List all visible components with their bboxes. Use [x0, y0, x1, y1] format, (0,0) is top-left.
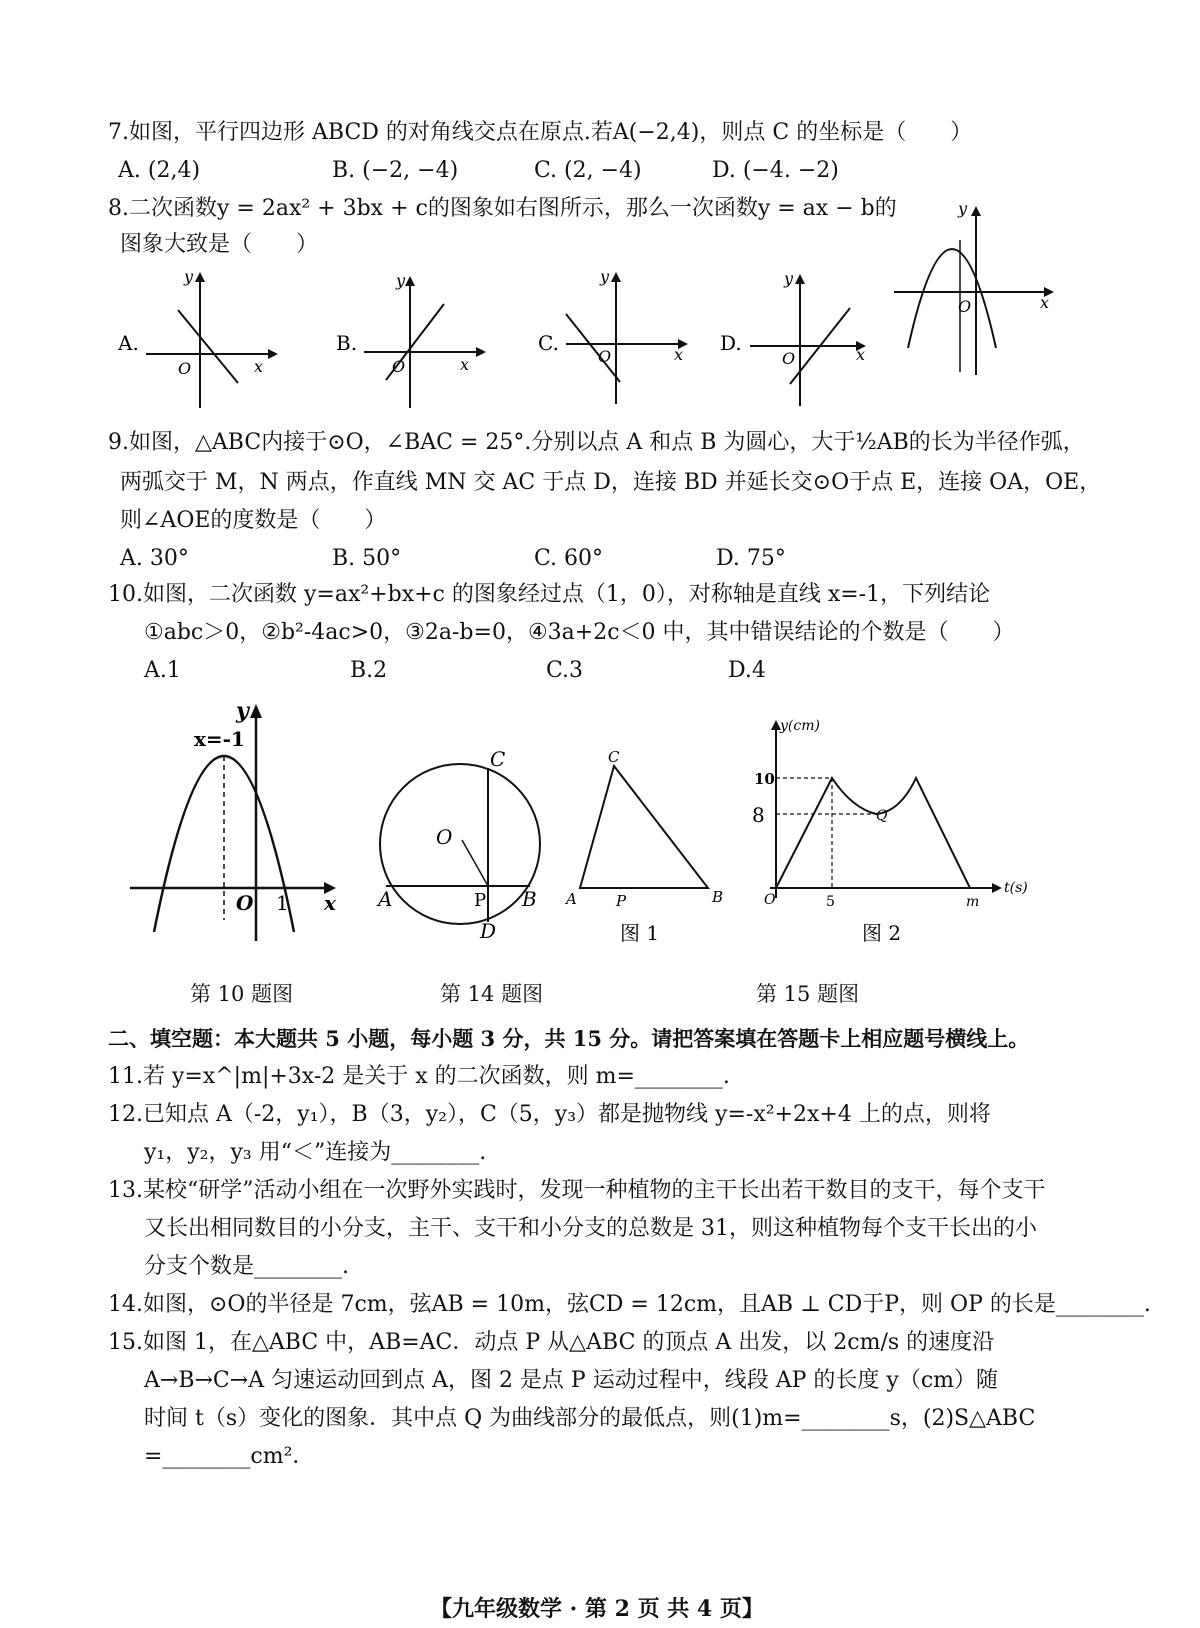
q15-line-2: A→B→C→A 匀速运动回到点 A，图 2 是点 P 运动过程中，线段 AP 的长度 y（cm）随 [144, 1368, 999, 1393]
q15-fig1-label-p: P [616, 892, 627, 910]
q15-fig2-tick-8: 8 [752, 803, 765, 827]
q14-label-p: P [474, 890, 487, 911]
q14-label-a: A [378, 887, 393, 911]
q15-fig2-label-q: Q [876, 808, 888, 824]
q10-x-label: x [324, 891, 336, 915]
q15-line-1: 15.如图 1，在△ABC 中，AB=AC．动点 P 从△ABC 的顶点 A 出发，以 2cm/s 的速度沿 [108, 1330, 995, 1355]
q7-option-c: C. (2, −4) [534, 158, 642, 183]
q8-option-a-label: A. [118, 331, 139, 355]
q13-line-2: 又长出相同数目的小分支，主干、支干和小分支的总数是 31，则这种植物每个支干长出的小 [144, 1216, 1037, 1241]
q10-option-a: A.1 [144, 658, 181, 683]
q8-c-x-label: x [674, 345, 684, 364]
q8-fig-y-label: y [958, 199, 968, 218]
q15-fig2-origin: O [764, 892, 776, 908]
q9-line-3: 则∠AOE的度数是（ ） [120, 508, 387, 533]
q10-y-label: y [236, 698, 249, 724]
q8-fig-origin: O [958, 297, 972, 316]
caption-q15: 第 15 题图 [756, 982, 860, 1006]
q13-line-3: 分支个数是________. [144, 1254, 349, 1279]
q8-option-b-label: B. [336, 331, 358, 355]
q15-line-4: =________cm²． [144, 1444, 315, 1469]
q10-line-2: ①abc＞0，②b²-4ac>0，③2a-b=0，④3a+2c＜0 中，其中错误结论的个数是（ ） [144, 620, 1015, 645]
q8-fig-x-label: x [1040, 293, 1050, 312]
q8-parabola-figure [894, 200, 1064, 380]
q8-a-x-label: x [254, 357, 264, 376]
q12-line-2: y₁，y₂，y₃ 用“＜”连接为________. [144, 1140, 487, 1165]
q9-option-b: B. 50° [332, 546, 402, 571]
q9-line-1: 9.如图，△ABC内接于⊙O，∠BAC = 25°.分别以点 A 和点 B 为圆心，大于½AB的长为半径作弧， [108, 430, 1085, 455]
q14-label-c: C [490, 747, 506, 771]
q10-option-d: D.4 [728, 658, 766, 683]
q14-figure [372, 740, 552, 950]
section-2-heading: 二、填空题：本大题共 5 小题，每小题 3 分，共 15 分。请把答案填在答题卡上相应题号横线上。 [108, 1026, 1030, 1051]
q8-stem: 8.二次函数y = 2ax² + 3bx + c的图象如右图所示，那么一次函数y = ax − b的 [108, 196, 897, 221]
q8-b-origin: O [392, 357, 406, 376]
q8-graph-c [538, 264, 698, 414]
q10-origin: O [236, 891, 254, 915]
q8-graph-b [336, 268, 496, 418]
q15-fig1-label-c: C [608, 748, 620, 766]
q8-stem-2: 图象大致是（ ） [120, 232, 319, 257]
q15-fig1-label-b: B [712, 888, 724, 906]
q15-fig1-title: 图 1 [620, 921, 660, 945]
q15-fig2-tick-10: 10 [754, 770, 775, 788]
q14: 14.如图，⊙O的半径是 7cm，弦AB = 10m，弦CD = 12cm，且AB ⊥ CD于P，则 OP 的长是________. [108, 1292, 1151, 1317]
q8-option-d-label: D. [720, 331, 742, 355]
q8-graph-a [118, 268, 278, 418]
q11: 11.若 y=x^|m|+3x-2 是关于 x 的二次函数，则 m=________. [108, 1064, 730, 1089]
q15-line-3: 时间 t（s）变化的图象．其中点 Q 为曲线部分的最低点，则(1)m=________s，(2)S△ABC [144, 1406, 1036, 1431]
q15-fig2-title: 图 2 [862, 921, 902, 945]
page-footer: 【九年级数学 · 第 2 页 共 4 页】 [430, 1596, 764, 1622]
q8-b-x-label: x [460, 355, 470, 374]
q13-line-1: 13.某校“研学”活动小组在一次野外实践时，发现一种植物的主干长出若干数目的支干，每个支干 [108, 1178, 1046, 1203]
q15-fig2-t-label: t(s) [1004, 880, 1028, 896]
q9-option-a: A. 30° [120, 546, 189, 571]
q8-b-y-label: y [396, 271, 406, 290]
caption-q14: 第 14 题图 [440, 982, 544, 1006]
q10-line-1: 10.如图，二次函数 y=ax²+bx+c 的图象经过点（1，0），对称轴是直线 x=-1，下列结论 [108, 582, 991, 607]
q8-d-x-label: x [856, 345, 866, 364]
q15-fig2-y-label: y(cm) [780, 718, 820, 734]
q10-axis-label: x=-1 [194, 727, 245, 751]
q12-line-1: 12.已知点 A（-2，y₁），B（3，y₂），C（5，y₃）都是抛物线 y=-x²+2x+4 上的点，则将 [108, 1102, 991, 1127]
q10-one-label: 1 [276, 891, 289, 915]
q7-stem: 7.如图，平行四边形 ABCD 的对角线交点在原点.若A(−2,4)，则点 C 的坐标是（ ） [108, 120, 973, 145]
q15-fig1-label-a: A [566, 890, 577, 908]
q7-option-b: B. (−2, −4) [332, 158, 459, 183]
q8-d-y-label: y [784, 269, 794, 288]
q15-fig2-tick-m: m [966, 894, 980, 910]
q10-option-c: C.3 [546, 658, 584, 683]
q8-a-origin: O [178, 359, 192, 378]
q8-a-y-label: y [184, 267, 194, 286]
caption-q10: 第 10 题图 [190, 982, 294, 1006]
q9-option-d: D. 75° [716, 546, 786, 571]
q15-figure-1 [562, 748, 732, 948]
q8-graph-d [720, 266, 880, 416]
q14-label-d: D [480, 919, 497, 943]
q9-line-2: 两弧交于 M，N 两点，作直线 MN 交 AC 于点 D，连接 BD 并延长交⊙O于点 E，连接 OA，OE， [120, 470, 1102, 495]
q15-figure-2 [752, 712, 1042, 948]
q10-figure [130, 696, 350, 946]
q14-label-b: B [522, 887, 537, 911]
q8-c-y-label: y [600, 267, 610, 286]
q8-option-c-label: C. [538, 331, 559, 355]
q9-option-c: C. 60° [534, 546, 604, 571]
q8-c-origin: O [598, 347, 612, 366]
q10-option-b: B.2 [350, 658, 388, 683]
q7-option-a: A. (2,4) [118, 158, 201, 183]
q15-fig2-tick-5: 5 [826, 894, 835, 910]
q14-label-o: O [436, 825, 453, 849]
q8-d-origin: O [782, 349, 796, 368]
q7-option-d: D. (−4. −2) [712, 158, 839, 183]
